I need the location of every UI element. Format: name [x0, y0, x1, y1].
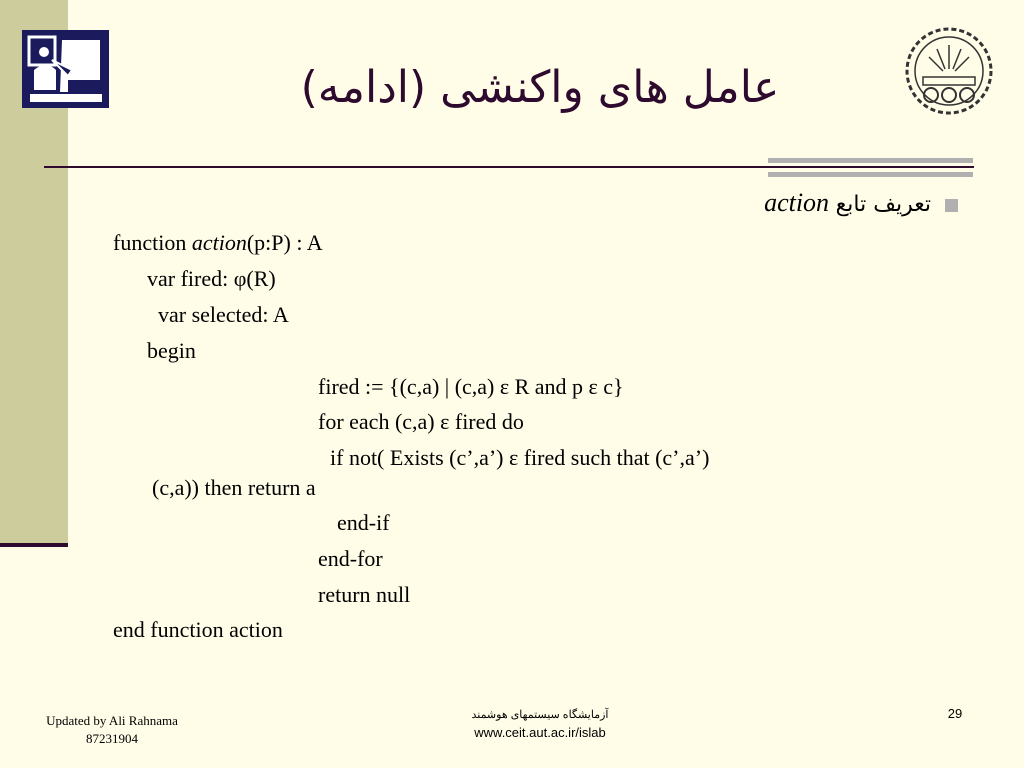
footer-author-id: 87231904 [86, 731, 138, 746]
footer-author [30, 712, 194, 748]
code-line-5: fired := {(c,a) | (c,a) ε R and p ε c} [318, 374, 624, 399]
bullet-text-english: action [764, 188, 830, 217]
code-line-3: var selected: A [158, 302, 289, 327]
code-function-name: action [191, 230, 247, 255]
code-signature: (p:P) : A [246, 230, 323, 255]
title-divider-grey-top [768, 158, 973, 163]
square-bullet-icon [945, 199, 958, 212]
code-line-2: var fired: φ(R) [147, 266, 276, 291]
code-line-1 [113, 230, 323, 256]
code-keyword: function [113, 230, 192, 255]
bullet-item [764, 188, 958, 218]
footer-lab [440, 706, 640, 742]
computer-lab-logo-icon [22, 30, 109, 108]
footer-lab-name: آزمایشگاه سیستمهای هوشمند [471, 709, 609, 721]
code-line-4: begin [147, 338, 196, 363]
code-line-6: for each (c,a) ε fired do [318, 409, 524, 434]
bullet-text-persian: تعریف تابع [835, 192, 931, 217]
code-line-8: (c,a)) then return a [152, 475, 316, 500]
code-line-11: return null [318, 582, 411, 607]
footer-lab-url: www.ceit.aut.ac.ir/islab [474, 725, 606, 740]
code-line-12: end function action [113, 617, 283, 642]
left-sidebar-divider [0, 543, 68, 547]
code-line-10: end-for [318, 546, 383, 571]
slide-title: عامل های واکنشی (ادامه) [300, 62, 780, 113]
university-emblem-icon [903, 25, 995, 117]
title-divider [44, 166, 974, 168]
code-line-9: end-if [337, 510, 390, 535]
title-divider-grey-bottom [768, 172, 973, 177]
footer-author-name: Updated by Ali Rahnama [46, 713, 178, 728]
page-number: 29 [947, 706, 963, 721]
code-line-7: if not( Exists (c’,a’) ε fired such that (c’,a’) [330, 445, 710, 470]
